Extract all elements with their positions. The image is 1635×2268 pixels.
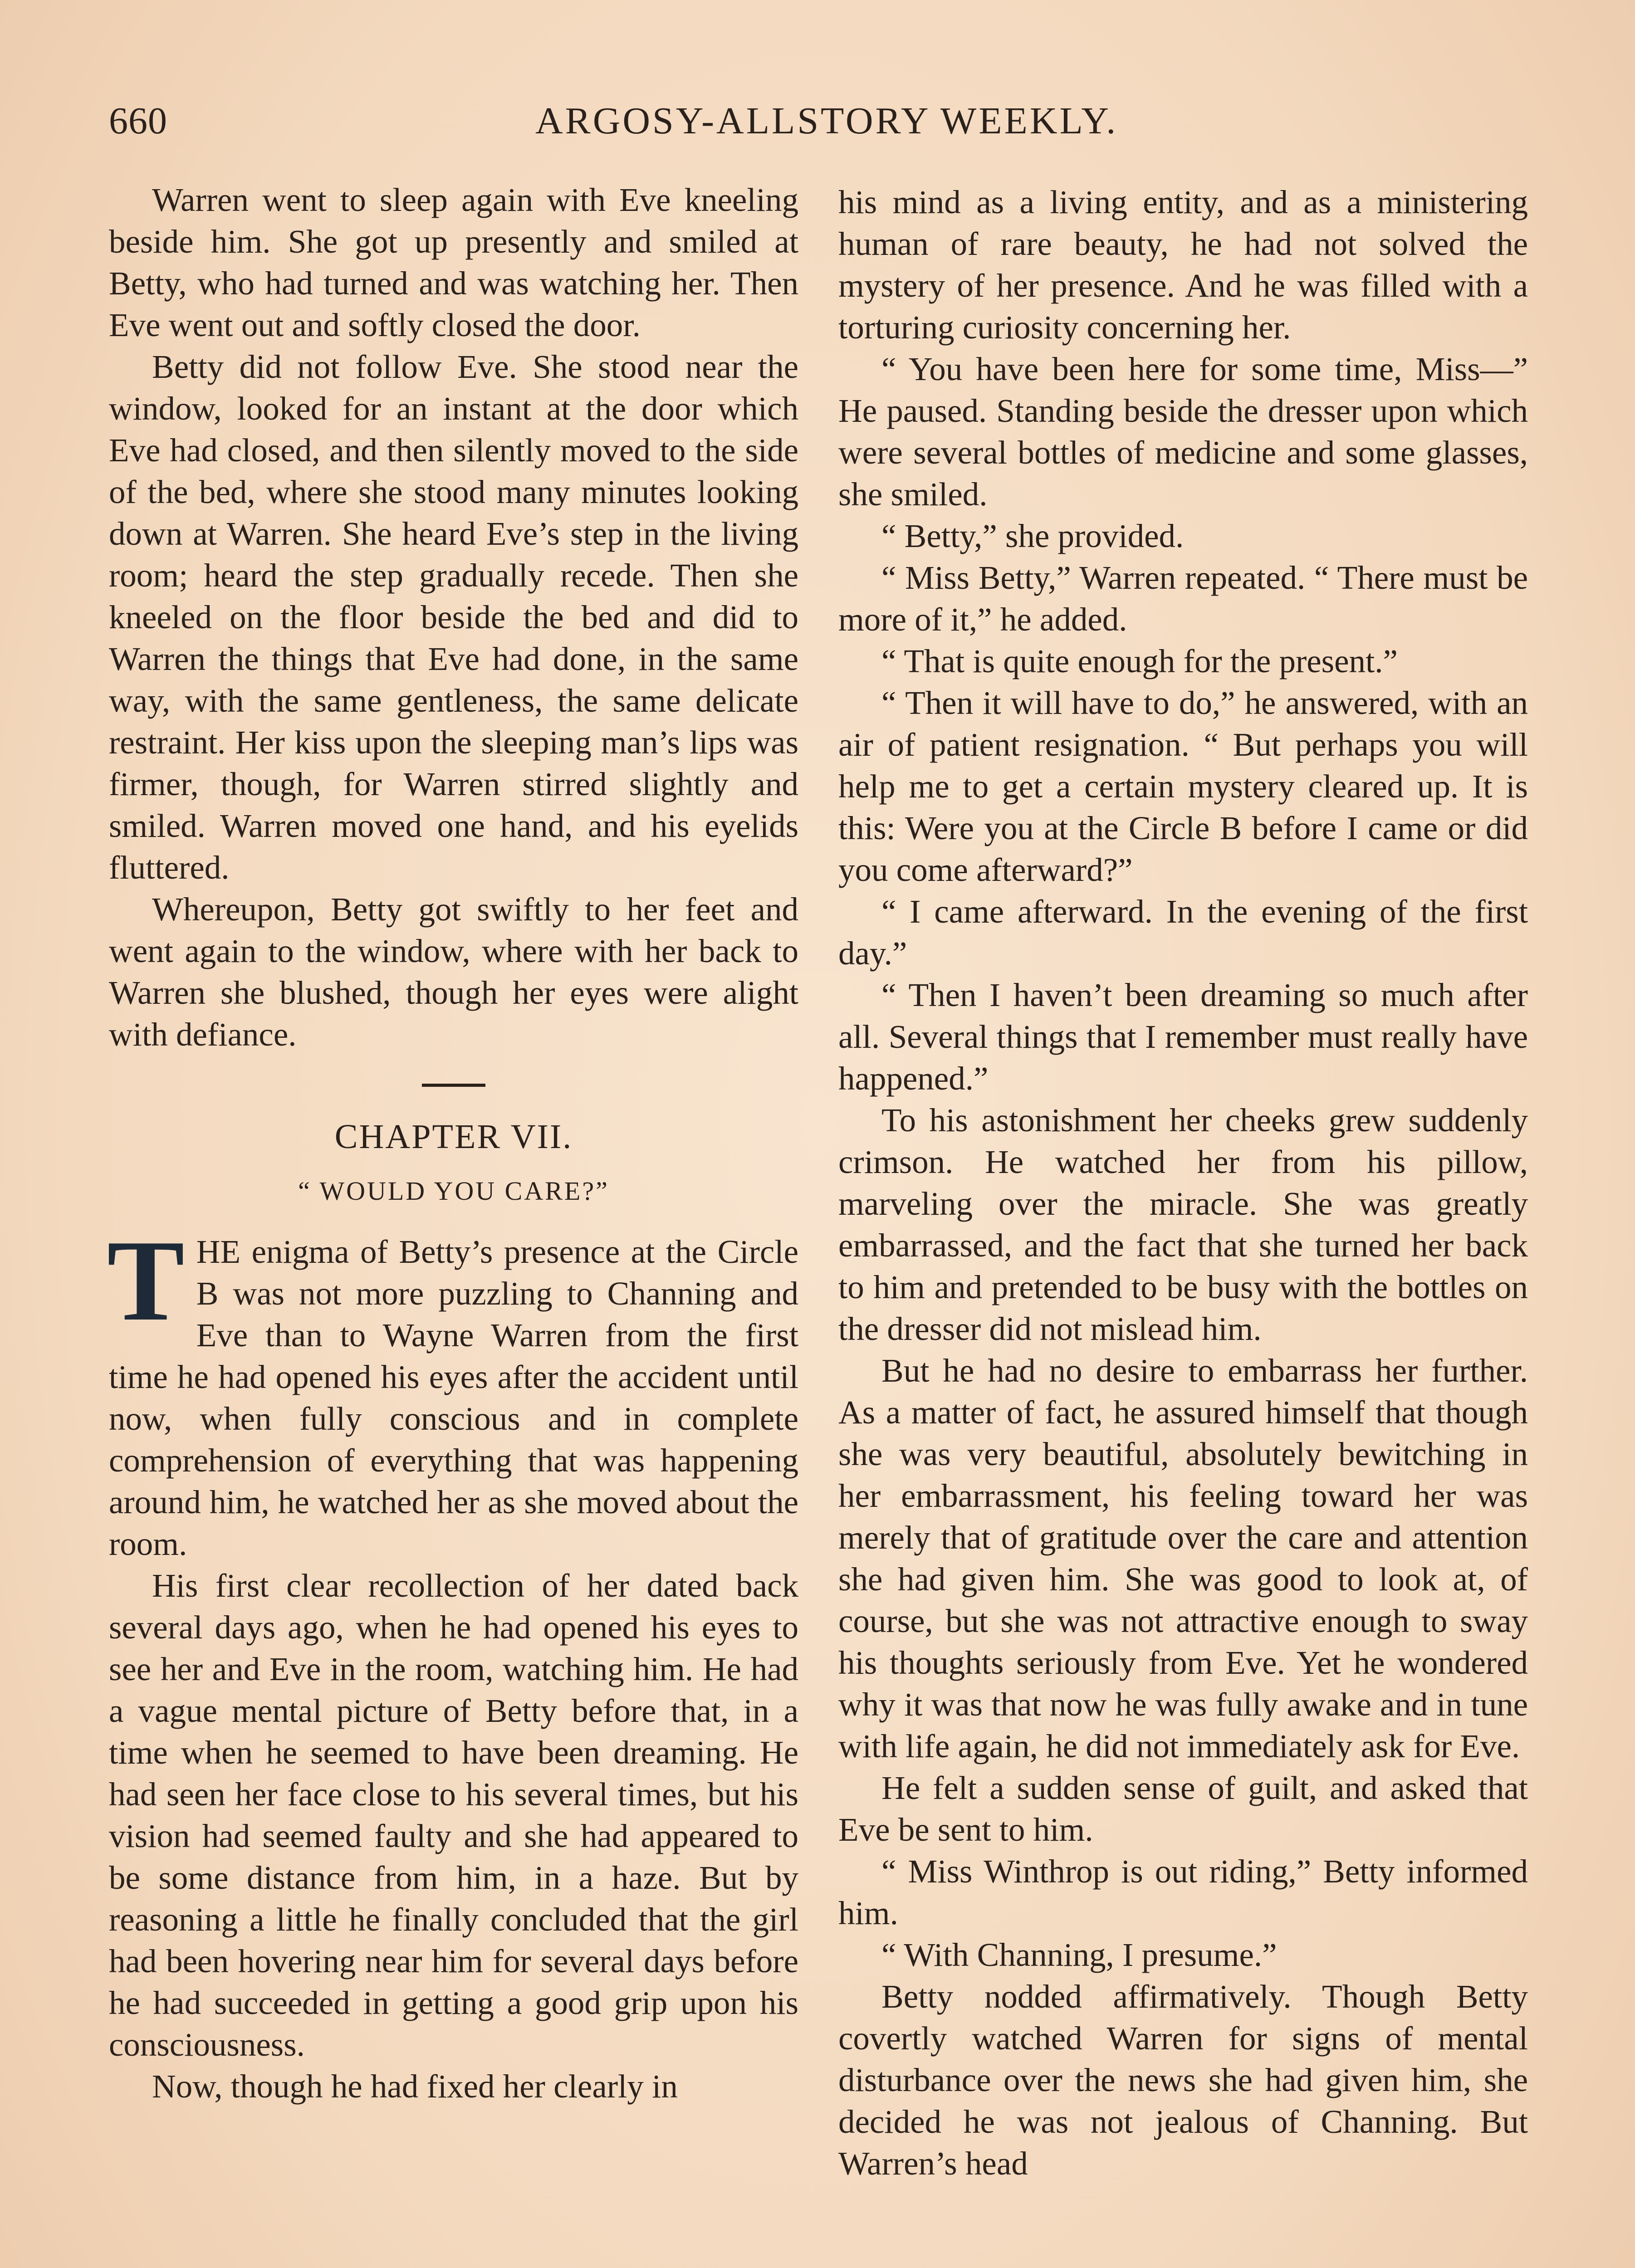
running-head: ARGOSY-ALLSTORY WEEKLY. (535, 100, 1118, 142)
paragraph-continuation: his mind as a living entity, and as a ministering human of rare beauty, he had not solved the mystery of her presence. And he was filled with a torturing curiosity concerning her. (838, 184, 1528, 346)
paragraph: “ With Channing, I presume.” (881, 1936, 1277, 1973)
paragraph: “ You have been here for some time, Miss—” He paused. Standing beside the dresser upon which were several bottles of medicine and some glasses, she smiled. (838, 351, 1528, 513)
dropcap-paragraph-text: HE enigma of Betty’s presence at the Circle B was not more puzzling to Channing and Eve than to Wayne Warren from the first time he had opened his eyes after the accident until now, when fully conscious and in complete comprehension of everything that was happening around him, he watched her as she moved about the room. (109, 1233, 798, 1562)
paragraph: His first clear recollection of her dated back several days ago, when he had opened his eyes to see her and Eve in the room, watching him. He had a vague mental picture of Betty before that, in a time when he seemed to have been dreaming. He had seen her face close to his several times, but his vision had seemed faulty and she had appeared to be some distance from him, in a haze. But by reasoning a little he finally concluded that the girl had been hovering near him for several days before he had succeeded in getting a good grip upon his consciousness. (109, 1567, 798, 2063)
paragraph: Betty did not follow Eve. She stood near the window, looked for an instant at the door which Eve had closed, and then silently moved to the side of the bed, where she stood many minutes looking down at Warren. She heard Eve’s step in the living room; heard the step gradually recede. Then she kneeled on the floor beside the bed and did to Warren the things that Eve had done, in the same way, with the same gentleness, the same delicate restraint. Her kiss upon the sleeping man’s lips was firmer, though, for Warren stirred slightly and smiled. Warren moved one hand, and his eyelids fluttered. (109, 348, 798, 886)
paragraph: Betty nodded affirmatively. Though Betty covertly watched Warren for signs of mental disturbance over the news she had given him, she decided he was not jealous of Channing. But Warren’s head (838, 1978, 1528, 2182)
paragraph: “ That is quite enough for the present.” (881, 643, 1398, 679)
chapter-subtitle: “ WOULD YOU CARE?” (298, 1176, 609, 1206)
paragraph: Warren went to sleep again with Eve kneeling beside him. She got up presently and smiled at Betty, who had turned and was watching her. Then Eve went out and softly closed the door. (109, 181, 798, 343)
drop-cap: T (107, 1217, 185, 1345)
paragraph: “ Betty,” she provided. (881, 518, 1184, 554)
paragraph: To his astonishment her cheeks grew suddenly crimson. He watched her from his pillow, marveling over the miracle. She was greatly embarrassed, and the fact that she turned her back to him and pretended to be busy with the bottles on the dresser did not mislead him. (838, 1102, 1528, 1347)
page-number: 660 (109, 100, 167, 142)
paragraph: “ Then it will have to do,” he answered, with an air of patient resignation. “ But perhaps you will help me to get a certain mystery cleared up. It is this: Were you at the Circle B before I came or did you come afterward?” (838, 684, 1528, 888)
paragraph: “ I came afterward. In the evening of the first day.” (838, 893, 1528, 972)
right-column (838, 181, 1528, 2185)
section-divider (422, 1084, 485, 1087)
paragraph: Whereupon, Betty got swiftly to her feet and went again to the window, where with her back to Warren she blushed, though her eyes were alight with defiance. (109, 891, 798, 1053)
paragraph: “ Miss Betty,” Warren repeated. “ There must be more of it,” he added. (838, 559, 1528, 638)
left-column (109, 179, 798, 2107)
paragraph: “ Miss Winthrop is out riding,” Betty informed him. (838, 1853, 1528, 1931)
paragraph: Now, though he had fixed her clearly in (152, 2068, 678, 2105)
dropcap-paragraph (107, 1217, 798, 1565)
paragraph: “ Then I haven’t been dreaming so much after all. Several things that I remember must really have happened.” (838, 977, 1528, 1097)
chapter-title: CHAPTER VII. (334, 1118, 573, 1156)
paragraph: But he had no desire to embarrass her further. As a matter of fact, he assured himself that though she was very beautiful, absolutely bewitching in her embarrassment, his feeling toward her was merely that of gratitude over the care and attention she had given him. She was good to look at, of course, but she was not attractive enough to sway his thoughts seriously from Eve. Yet he wondered why it was that now he was fully awake and in tune with life again, he did not immediately ask for Eve. (838, 1352, 1528, 1765)
paragraph: He felt a sudden sense of guilt, and asked that Eve be sent to him. (838, 1769, 1528, 1848)
